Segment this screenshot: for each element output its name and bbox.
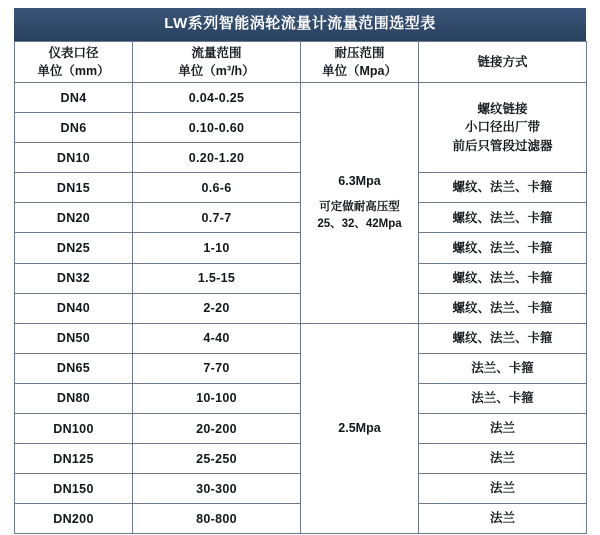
cell-connection-type <box>419 323 587 353</box>
pressure-note <box>301 199 418 234</box>
cell-connection-type <box>419 353 587 383</box>
cell-connection-type <box>419 444 587 474</box>
cell-flow-range: 7-70 <box>133 353 301 383</box>
cell-flow-range: 80-800 <box>133 504 301 534</box>
cell-diameter: DN125 <box>15 444 133 474</box>
column-header-flow-range-line1: 流量范围 <box>191 45 242 60</box>
page-title: LW系列智能涡轮流量计流量范围选型表 <box>14 8 586 41</box>
cell-flow-range: 25-250 <box>133 444 301 474</box>
column-header-flow-range-line2: 单位（m³/h） <box>178 64 255 78</box>
cell-flow-range: 0.6-6 <box>133 173 301 203</box>
connection-line: 法兰 <box>489 511 515 526</box>
cell-flow-range: 20-200 <box>133 414 301 444</box>
cell-connection-type <box>419 504 587 534</box>
connection-line: 螺纹、法兰、卡箍 <box>452 270 553 285</box>
cell-diameter: DN100 <box>15 414 133 444</box>
cell-flow-range: 1.5-15 <box>133 263 301 293</box>
cell-connection-type <box>419 383 587 413</box>
connection-line: 螺纹、法兰、卡箍 <box>452 210 553 225</box>
pressure-note-line1: 可定做耐高压型 <box>319 201 400 213</box>
cell-diameter: DN40 <box>15 293 133 323</box>
column-header-diameter-line1: 仪表口径 <box>48 45 99 60</box>
table-row <box>15 83 587 113</box>
connection-line: 小口径出厂带 <box>464 120 540 135</box>
cell-connection-type <box>419 83 587 173</box>
cell-diameter: DN150 <box>15 474 133 504</box>
cell-diameter: DN20 <box>15 203 133 233</box>
cell-connection-type <box>419 203 587 233</box>
cell-connection-type <box>419 173 587 203</box>
connection-line: 螺纹、法兰、卡箍 <box>452 330 553 345</box>
column-header-connection-line1: 链接方式 <box>477 54 528 69</box>
cell-flow-range: 10-100 <box>133 383 301 413</box>
column-header-pressure-range-line1: 耐压范围 <box>334 45 385 60</box>
column-header-connection <box>419 42 587 83</box>
cell-connection-type <box>419 263 587 293</box>
connection-line: 法兰 <box>489 421 515 436</box>
connection-line: 法兰、卡箍 <box>471 391 534 406</box>
cell-diameter: DN32 <box>15 263 133 293</box>
pressure-value: 2.5Mpa <box>338 421 381 436</box>
cell-flow-range: 4-40 <box>133 323 301 353</box>
table-header-row <box>15 42 587 83</box>
column-header-diameter <box>15 42 133 83</box>
column-header-pressure-range <box>301 42 419 83</box>
table-head <box>15 42 587 83</box>
cell-diameter: DN50 <box>15 323 133 353</box>
connection-line: 前后只管段过滤器 <box>452 139 553 154</box>
cell-flow-range: 0.7-7 <box>133 203 301 233</box>
cell-diameter: DN15 <box>15 173 133 203</box>
cell-flow-range: 0.04-0.25 <box>133 83 301 113</box>
connection-line: 螺纹、法兰、卡箍 <box>452 180 553 195</box>
cell-connection-type <box>419 233 587 263</box>
pressure-value: 6.3Mpa <box>338 174 381 189</box>
cell-connection-type <box>419 293 587 323</box>
specification-table <box>14 41 587 534</box>
cell-diameter: DN6 <box>15 113 133 143</box>
connection-line: 法兰 <box>489 451 515 466</box>
cell-diameter: DN65 <box>15 353 133 383</box>
cell-flow-range: 2-20 <box>133 293 301 323</box>
table-row <box>15 323 587 353</box>
column-header-diameter-line2: 单位（mm） <box>37 64 110 78</box>
connection-line: 法兰、卡箍 <box>471 361 534 376</box>
cell-flow-range: 0.10-0.60 <box>133 113 301 143</box>
cell-pressure-range <box>301 323 419 534</box>
table-body <box>15 83 587 534</box>
cell-pressure-range <box>301 83 419 324</box>
connection-line: 螺纹链接 <box>477 101 528 116</box>
connection-line: 螺纹、法兰、卡箍 <box>452 240 553 255</box>
cell-flow-range: 1-10 <box>133 233 301 263</box>
column-header-pressure-range-line2: 单位（Mpa） <box>321 64 397 78</box>
pressure-note-line2: 25、32、42Mpa <box>317 218 402 231</box>
cell-diameter: DN4 <box>15 83 133 113</box>
cell-diameter: DN80 <box>15 383 133 413</box>
column-header-flow-range <box>133 42 301 83</box>
cell-flow-range: 30-300 <box>133 474 301 504</box>
cell-connection-type <box>419 474 587 504</box>
cell-flow-range: 0.20-1.20 <box>133 143 301 173</box>
cell-diameter: DN25 <box>15 233 133 263</box>
connection-line: 螺纹、法兰、卡箍 <box>452 300 553 315</box>
cell-connection-type <box>419 414 587 444</box>
cell-diameter: DN200 <box>15 504 133 534</box>
cell-diameter: DN10 <box>15 143 133 173</box>
connection-line: 法兰 <box>489 481 515 496</box>
